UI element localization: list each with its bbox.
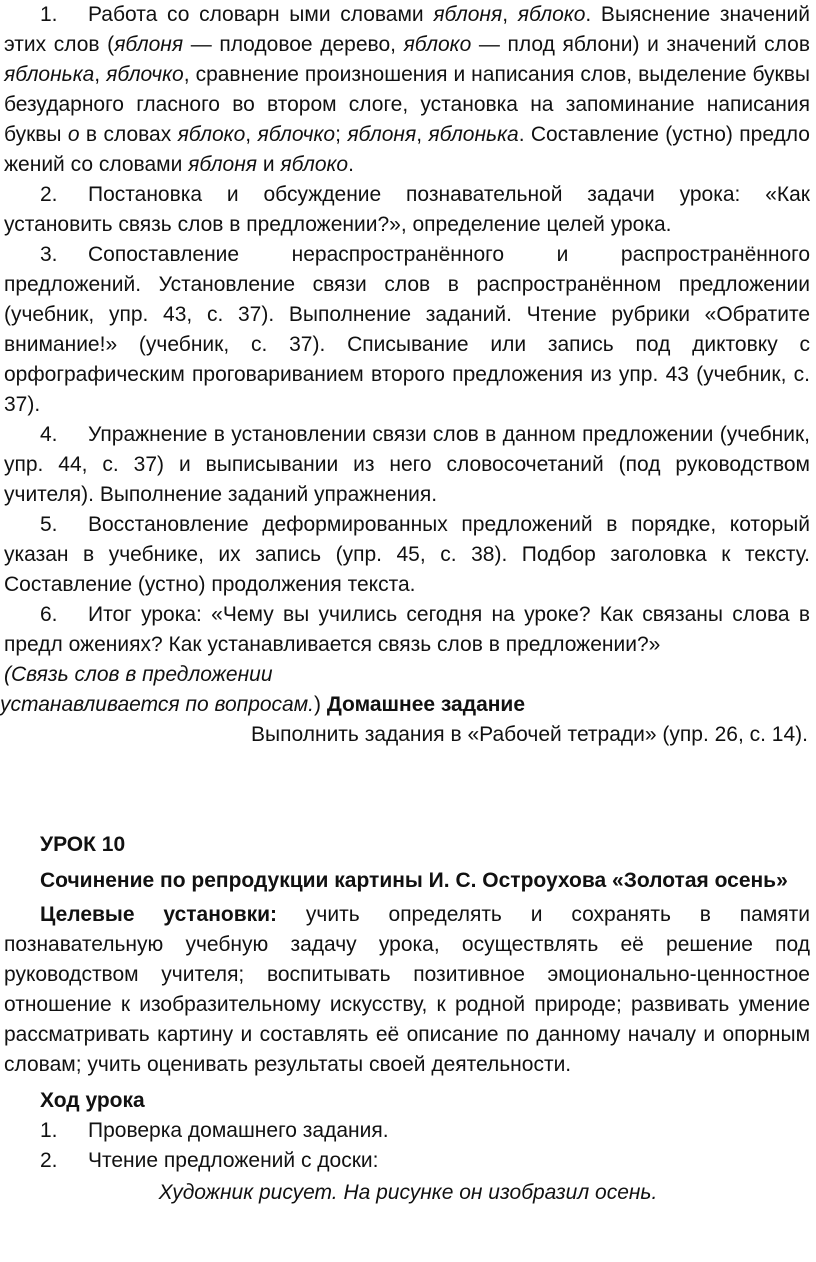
course-item-number: 1.: [40, 1119, 58, 1142]
answer-close: ): [313, 693, 321, 716]
answer-line-1: [0, 660, 816, 690]
board-sentence: Художник рисует. На рисунке он изобразил осень.: [158, 1181, 658, 1204]
step-text: Работа со словарн ыми словами: [88, 3, 434, 26]
step-number: 3.: [40, 243, 58, 266]
homework-title: Домашнее задание: [326, 693, 526, 716]
step-text: ,: [94, 63, 107, 86]
step-text: Упражнение в установлении связи слов в данном предложении (учебник, упр. 44, с. 37) и выписывании из него словосочетаний (под руководством учителя). Выполнение заданий упражнения.: [4, 423, 810, 506]
lesson-step: [0, 600, 816, 660]
step-number: 2.: [40, 183, 58, 206]
spacer: [0, 750, 816, 830]
homework-text: Выполнить задания в «Рабочей тетради» (упр. 26, с. 14).: [251, 723, 808, 746]
step-text: яблочко: [257, 123, 336, 146]
step-text: о: [67, 123, 80, 146]
course-item-text: Проверка домашнего задания.: [88, 1119, 389, 1142]
lesson-step: [0, 240, 816, 420]
step-text: ;: [335, 123, 348, 146]
course-item: [0, 1146, 816, 1176]
step-text: Итог урока: «Чему вы учились сегодня на уроке? Как связаны слова в предл ожениях? Как устанавливается связь слов в предложении?»: [4, 603, 810, 656]
step-text: и: [257, 153, 281, 176]
step-text: ,: [502, 3, 518, 26]
step-text: яблонька: [428, 123, 519, 146]
step-text: яблоня: [114, 33, 184, 56]
step-text: яблоко: [280, 153, 349, 176]
lesson-title: Сочинение по репродукции картины И. С. Остроухова «Золотая осень»: [40, 869, 788, 892]
step-number: 4.: [40, 423, 58, 446]
course-title: Ход урока: [40, 1089, 145, 1112]
step-text: — плод яблони) и значений слов: [471, 33, 810, 56]
step-text: яблоко: [517, 3, 586, 26]
step-number: 6.: [40, 603, 58, 626]
step-text: Восстановление деформированных предложений в порядке, который указан в учебнике, их запись (упр. 45, с. 38). Подбор заголовка к тексту. Составление (устно) продолжения текста.: [4, 513, 810, 596]
lesson-step: [0, 0, 816, 180]
step-text: яблоня: [188, 153, 258, 176]
step-text: .: [348, 153, 354, 176]
step-text: яблоня: [347, 123, 417, 146]
step-text: яблоко: [177, 123, 246, 146]
step-number: 1.: [40, 3, 58, 26]
step-text: в словах: [79, 123, 178, 146]
step-text: ,: [245, 123, 258, 146]
step-text: , сравнение произношения и написания слов, выделение буквы безударного гласного во втором слоге, установка на запоминание написания буквы: [4, 63, 810, 146]
step-text: . Составление (устно) предло жений со словами: [4, 123, 810, 176]
goals-text: учить определять и сохранять в памяти познавательную учебную задачу урока, осуществлять её решение под руководством учителя; воспитывать позитивное эмоционально-ценностное отношение к изобразительному искусству, к родной природе; развивать умение рассматривать картину и составлять её описание по данному началу и опорным словам; учить оценивать результаты своей деятельности.: [4, 903, 810, 1076]
goals-paragraph: [0, 900, 816, 1080]
course-list: [0, 1116, 816, 1176]
step-text: Постановка и обсуждение познавательной задачи урока: «Как установить связь слов в предложении?», определение целей урока.: [4, 183, 810, 236]
lesson-step: [0, 510, 816, 600]
answer-text-2: устанавливается по вопросам.: [0, 693, 314, 716]
step-text: . Выяснение значений этих слов (: [4, 3, 810, 56]
step-number: 5.: [40, 513, 58, 536]
course-item-text: Чтение предложений с доски:: [88, 1149, 379, 1172]
goals-label: Целевые установки:: [40, 903, 278, 926]
step-text: — плодовое дерево,: [183, 33, 404, 56]
step-text: яблонька: [4, 63, 95, 86]
step-text: яблочко: [106, 63, 184, 86]
course-item-number: 2.: [40, 1149, 58, 1172]
answer-line-2: [0, 690, 816, 720]
course-item: [0, 1116, 816, 1146]
answer-text-1: (Связь слов в предложении: [4, 663, 273, 686]
step-text: ,: [416, 123, 429, 146]
step-text: яблоня: [433, 3, 503, 26]
step-text: яблоко: [403, 33, 472, 56]
step-text: Сопоставление нераспространённого и распространённого предложений. Установление связи слов в распространённом предложении (учебник, упр. 43, с. 37). Выполнение заданий. Чтение рубрики «Обратите внимание!» (учебник, с. 37). Списывание или запись под диктовку с орфографическим проговариванием второго предложения из упр. 43 (учебник, с. 37).: [4, 243, 810, 416]
lesson-step: [0, 180, 816, 240]
lesson-step: [0, 420, 816, 510]
lesson-number: УРОК 10: [40, 833, 126, 856]
